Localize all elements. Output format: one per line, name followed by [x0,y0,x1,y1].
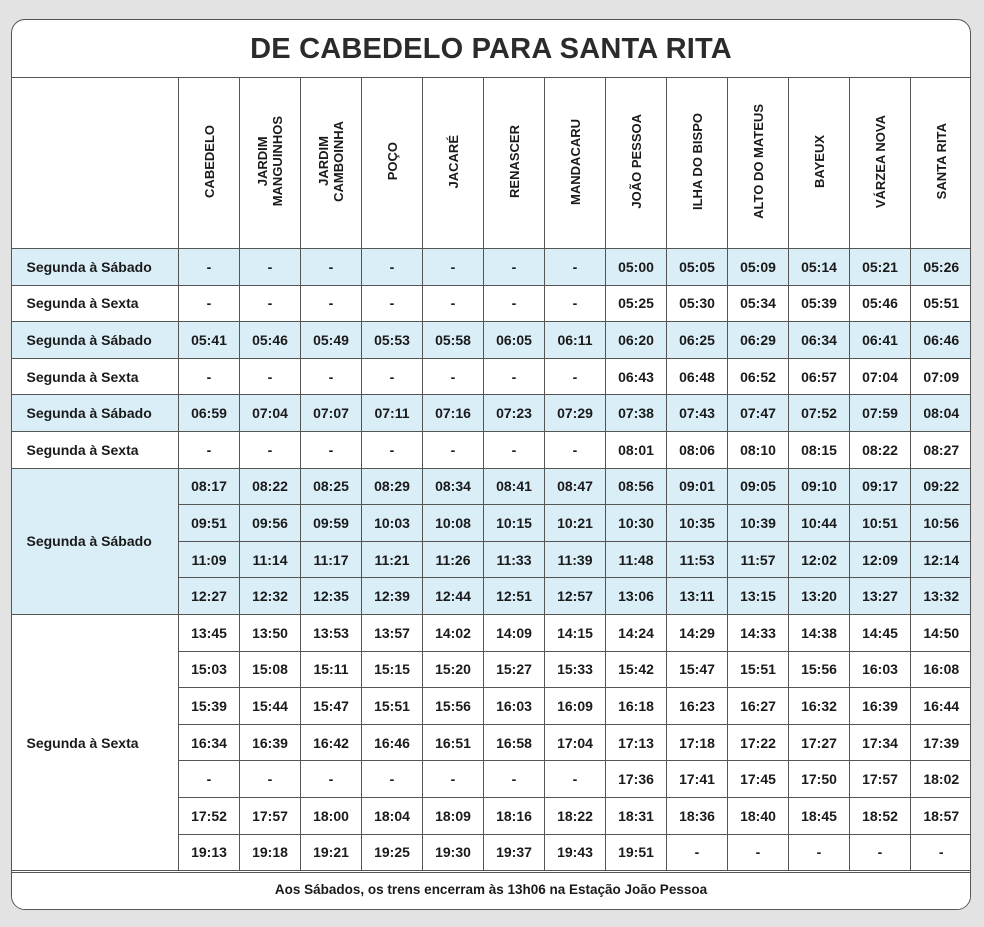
time-cell: 07:09 [911,358,972,395]
schedule-row [11,358,971,395]
time-cell: 15:20 [423,651,484,688]
time-cell: 05:51 [911,285,972,322]
time-cell: - [423,285,484,322]
time-cell: 16:27 [728,688,789,725]
time-cell: 05:09 [728,249,789,286]
time-cell: - [545,358,606,395]
time-cell: 15:56 [789,651,850,688]
station-name: JOÃO PESSOA [628,114,644,209]
station-header [179,78,240,249]
time-cell: 06:29 [728,322,789,359]
time-cell: 15:33 [545,651,606,688]
time-cell: 17:39 [911,724,972,761]
time-cell: 12:35 [301,578,362,615]
time-cell: 13:20 [789,578,850,615]
time-cell: 05:46 [240,322,301,359]
time-cell: 06:43 [606,358,667,395]
time-cell: 07:29 [545,395,606,432]
time-cell: 11:33 [484,541,545,578]
time-cell: 17:34 [850,724,911,761]
time-cell: 15:15 [362,651,423,688]
time-cell: 16:09 [545,688,606,725]
time-cell: 17:36 [606,761,667,798]
time-cell: 14:33 [728,614,789,651]
time-cell: 11:26 [423,541,484,578]
station-header [301,78,362,249]
time-cell: 17:18 [667,724,728,761]
time-cell: 06:20 [606,322,667,359]
time-cell: 08:25 [301,468,362,505]
time-cell: 18:02 [911,761,972,798]
time-cell: - [179,431,240,468]
time-cell: 18:40 [728,797,789,834]
time-cell: 14:02 [423,614,484,651]
time-cell: 13:57 [362,614,423,651]
time-cell: 10:44 [789,505,850,542]
time-cell: 18:36 [667,797,728,834]
time-cell: 16:39 [850,688,911,725]
time-cell: 18:16 [484,797,545,834]
schedule-table [11,78,971,871]
time-cell: 13:50 [240,614,301,651]
station-name: BAYEUX [811,135,827,188]
station-header [850,78,911,249]
time-cell: 08:04 [911,395,972,432]
time-cell: 09:56 [240,505,301,542]
time-cell: 07:47 [728,395,789,432]
time-cell: 17:04 [545,724,606,761]
time-cell: 17:22 [728,724,789,761]
time-cell: 08:22 [240,468,301,505]
time-cell: 07:16 [423,395,484,432]
time-cell: 11:53 [667,541,728,578]
time-cell: - [484,431,545,468]
time-cell: 06:57 [789,358,850,395]
time-cell: 07:43 [667,395,728,432]
time-cell: 17:50 [789,761,850,798]
station-name: POÇO [384,142,400,181]
time-cell: 18:04 [362,797,423,834]
station-name: JACARÉ [445,134,461,189]
time-cell: 18:09 [423,797,484,834]
time-cell: 13:45 [179,614,240,651]
time-cell: 06:41 [850,322,911,359]
time-cell: 13:53 [301,614,362,651]
time-cell: 14:15 [545,614,606,651]
time-cell: 11:21 [362,541,423,578]
time-cell: - [850,834,911,871]
station-header [789,78,850,249]
time-cell: 15:27 [484,651,545,688]
time-cell: - [728,834,789,871]
time-cell: 09:10 [789,468,850,505]
time-cell: 08:29 [362,468,423,505]
time-cell: 10:15 [484,505,545,542]
time-cell: 12:44 [423,578,484,615]
time-cell: 12:51 [484,578,545,615]
station-header [545,78,606,249]
time-cell: 08:27 [911,431,972,468]
time-cell: - [484,761,545,798]
time-cell: 06:25 [667,322,728,359]
time-cell: - [362,358,423,395]
time-cell: - [789,834,850,871]
time-cell: 16:51 [423,724,484,761]
time-cell: 06:46 [911,322,972,359]
station-name: MANDACARU [567,118,583,205]
time-cell: - [240,431,301,468]
time-cell: 17:52 [179,797,240,834]
time-cell: 15:11 [301,651,362,688]
time-cell: 12:27 [179,578,240,615]
time-cell: 18:57 [911,797,972,834]
time-cell: 16:08 [911,651,972,688]
time-cell: - [911,834,972,871]
time-cell: 09:17 [850,468,911,505]
time-cell: - [240,285,301,322]
time-cell: 09:51 [179,505,240,542]
time-cell: 05:46 [850,285,911,322]
time-cell: 18:52 [850,797,911,834]
time-cell: - [362,431,423,468]
header-corner [11,78,179,249]
station-name: SANTA RITA [933,123,949,200]
time-cell: 05:58 [423,322,484,359]
time-cell: 14:50 [911,614,972,651]
time-cell: 16:58 [484,724,545,761]
day-label: Segunda à Sábado [11,249,179,286]
time-cell: 16:32 [789,688,850,725]
time-cell: 17:45 [728,761,789,798]
station-header [728,78,789,249]
time-cell: 19:37 [484,834,545,871]
schedule-card [11,19,971,910]
time-cell: 12:14 [911,541,972,578]
time-cell: - [362,249,423,286]
time-cell: 11:39 [545,541,606,578]
time-cell: 13:11 [667,578,728,615]
time-cell: 05:00 [606,249,667,286]
station-name: CABEDELO [201,125,217,198]
time-cell: 17:41 [667,761,728,798]
station-name: ALTO DO MATEUS [750,104,766,219]
footer-note: Aos Sábados, os trens encerram às 13h06 na Estação João Pessoa [12,872,970,909]
station-header [667,78,728,249]
time-cell: 05:25 [606,285,667,322]
time-cell: 11:48 [606,541,667,578]
time-cell: 08:15 [789,431,850,468]
time-cell: 15:47 [301,688,362,725]
time-cell: 14:09 [484,614,545,651]
time-cell: 08:22 [850,431,911,468]
station-header [911,78,972,249]
time-cell: 05:14 [789,249,850,286]
time-cell: - [484,358,545,395]
time-cell: - [362,761,423,798]
time-cell: 16:46 [362,724,423,761]
day-label: Segunda à Sexta [11,431,179,468]
time-cell: 19:21 [301,834,362,871]
time-cell: 09:22 [911,468,972,505]
time-cell: 12:32 [240,578,301,615]
time-cell: 14:45 [850,614,911,651]
time-cell: 15:47 [667,651,728,688]
time-cell: 14:24 [606,614,667,651]
station-header [484,78,545,249]
time-cell: 09:05 [728,468,789,505]
time-cell: 06:52 [728,358,789,395]
day-label: Segunda à Sexta [11,358,179,395]
time-cell: 13:27 [850,578,911,615]
schedule-row [11,468,971,505]
time-cell: 08:47 [545,468,606,505]
station-header [423,78,484,249]
time-cell: 10:08 [423,505,484,542]
station-name: ILHA DO BISPO [689,112,705,211]
time-cell: 07:04 [240,395,301,432]
time-cell: 07:23 [484,395,545,432]
time-cell: 16:44 [911,688,972,725]
schedule-row [11,322,971,359]
time-cell: 17:57 [240,797,301,834]
time-cell: 05:34 [728,285,789,322]
time-cell: 15:56 [423,688,484,725]
time-cell: 16:34 [179,724,240,761]
time-cell: 16:23 [667,688,728,725]
time-cell: 15:03 [179,651,240,688]
time-cell: 16:39 [240,724,301,761]
time-cell: 16:03 [850,651,911,688]
time-cell: - [484,249,545,286]
time-cell: 17:27 [789,724,850,761]
time-cell: - [301,761,362,798]
day-label: Segunda à Sábado [11,322,179,359]
time-cell: - [423,761,484,798]
time-cell: - [240,358,301,395]
time-cell: - [423,249,484,286]
time-cell: 08:41 [484,468,545,505]
time-cell: 07:07 [301,395,362,432]
time-cell: 05:05 [667,249,728,286]
time-cell: 18:00 [301,797,362,834]
station-header [362,78,423,249]
time-cell: - [667,834,728,871]
time-cell: 15:51 [728,651,789,688]
schedule-body [11,249,971,871]
time-cell: 10:56 [911,505,972,542]
time-cell: 08:56 [606,468,667,505]
time-cell: 18:45 [789,797,850,834]
time-cell: 19:18 [240,834,301,871]
time-cell: 08:17 [179,468,240,505]
station-name: JARDIM MANGUINHOS [255,116,285,207]
time-cell: 12:39 [362,578,423,615]
time-cell: 05:30 [667,285,728,322]
time-cell: 07:52 [789,395,850,432]
time-cell: 15:08 [240,651,301,688]
time-cell: 10:35 [667,505,728,542]
time-cell: 12:09 [850,541,911,578]
time-cell: - [301,431,362,468]
time-cell: 13:06 [606,578,667,615]
station-name: RENASCER [506,125,522,198]
page-title: DE CABEDELO PARA SANTA RITA [12,20,970,78]
time-cell: 12:02 [789,541,850,578]
time-cell: 05:26 [911,249,972,286]
time-cell: 18:31 [606,797,667,834]
time-cell: - [179,358,240,395]
time-cell: 14:29 [667,614,728,651]
time-cell: 10:30 [606,505,667,542]
time-cell: 05:53 [362,322,423,359]
time-cell: 13:15 [728,578,789,615]
time-cell: 17:57 [850,761,911,798]
station-name: VÁRZEA NOVA [872,114,888,209]
time-cell: 12:57 [545,578,606,615]
time-cell: 11:17 [301,541,362,578]
time-cell: 17:13 [606,724,667,761]
time-cell: 05:21 [850,249,911,286]
time-cell: 11:14 [240,541,301,578]
station-header-row [11,78,971,249]
time-cell: 15:44 [240,688,301,725]
station-header [606,78,667,249]
time-cell: 15:42 [606,651,667,688]
time-cell: 05:49 [301,322,362,359]
time-cell: 07:04 [850,358,911,395]
time-cell: 19:43 [545,834,606,871]
time-cell: - [423,431,484,468]
time-cell: 06:34 [789,322,850,359]
time-cell: 07:59 [850,395,911,432]
time-cell: 15:51 [362,688,423,725]
day-label: Segunda à Sexta [11,285,179,322]
time-cell: - [545,761,606,798]
time-cell: 08:34 [423,468,484,505]
time-cell: - [240,761,301,798]
schedule-row [11,249,971,286]
time-cell: 15:39 [179,688,240,725]
time-cell: - [545,285,606,322]
schedule-row [11,431,971,468]
station-header [240,78,301,249]
time-cell: - [179,761,240,798]
time-cell: - [423,358,484,395]
time-cell: 08:10 [728,431,789,468]
time-cell: - [545,431,606,468]
time-cell: 08:06 [667,431,728,468]
time-cell: - [301,249,362,286]
time-cell: 06:59 [179,395,240,432]
time-cell: 18:22 [545,797,606,834]
day-label: Segunda à Sexta [11,614,179,870]
time-cell: - [362,285,423,322]
schedule-row [11,285,971,322]
station-name: JARDIM CAMBOINHA [316,121,346,202]
schedule-row [11,395,971,432]
time-cell: 19:25 [362,834,423,871]
time-cell: 16:03 [484,688,545,725]
time-cell: 10:03 [362,505,423,542]
time-cell: 08:01 [606,431,667,468]
time-cell: 07:38 [606,395,667,432]
day-label: Segunda à Sábado [11,395,179,432]
schedule-row [11,614,971,651]
time-cell: 14:38 [789,614,850,651]
time-cell: - [179,285,240,322]
time-cell: 05:39 [789,285,850,322]
time-cell: 10:51 [850,505,911,542]
time-cell: - [545,249,606,286]
time-cell: - [301,358,362,395]
time-cell: - [179,249,240,286]
time-cell: 09:01 [667,468,728,505]
time-cell: 16:42 [301,724,362,761]
time-cell: 11:57 [728,541,789,578]
time-cell: 19:51 [606,834,667,871]
time-cell: 11:09 [179,541,240,578]
time-cell: - [240,249,301,286]
time-cell: 06:11 [545,322,606,359]
time-cell: 07:11 [362,395,423,432]
time-cell: 10:39 [728,505,789,542]
time-cell: 16:18 [606,688,667,725]
time-cell: 05:41 [179,322,240,359]
time-cell: - [301,285,362,322]
time-cell: 09:59 [301,505,362,542]
day-label: Segunda à Sábado [11,468,179,614]
time-cell: 19:30 [423,834,484,871]
time-cell: 06:05 [484,322,545,359]
time-cell: 06:48 [667,358,728,395]
time-cell: - [484,285,545,322]
time-cell: 13:32 [911,578,972,615]
time-cell: 10:21 [545,505,606,542]
time-cell: 19:13 [179,834,240,871]
